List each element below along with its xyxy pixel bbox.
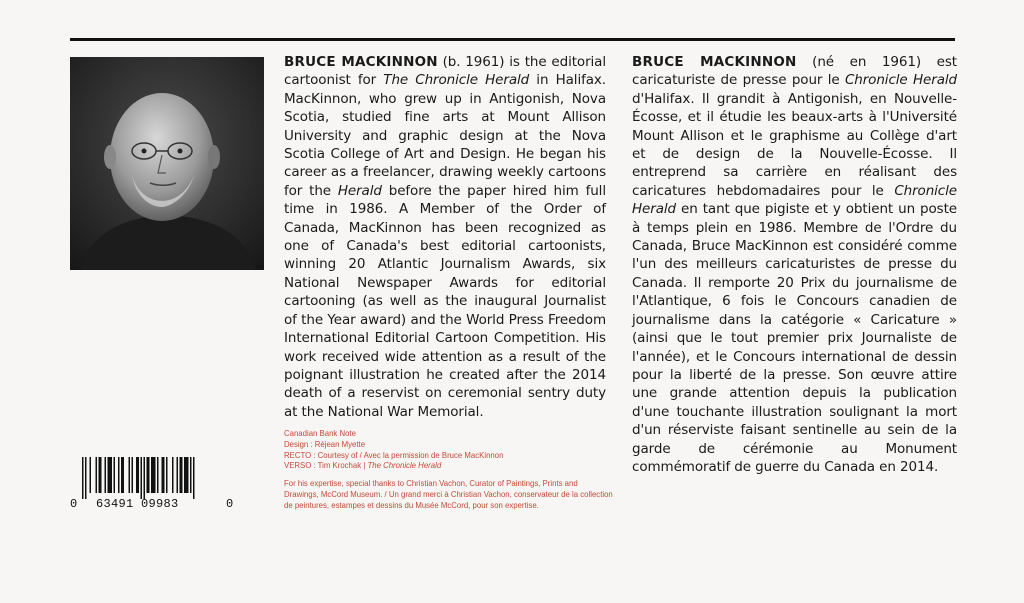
credit-design: Design : Réjean Myette (284, 439, 366, 449)
credit-printer: Canadian Bank Note (284, 429, 356, 438)
barcode-bar (172, 457, 174, 493)
credit-recto: RECTO : Courtesy of / Avec la permission de Bruce MacKinnon (284, 450, 504, 460)
english-text-2: in Halifax. MacKinnon, who grew up in Antigonish, Nova Scotia, studied fine arts at Mount Allison University and graphic design at the Nova Scotia College of Art and Design. He began his career as a freelancer, drawing weekly cartoons for the (284, 72, 606, 199)
english-herald: Herald (337, 182, 382, 199)
barcode-bar (121, 457, 124, 493)
credit-thanks: For his expertise, special thanks to Christian Vachon, Curator of Paintings, Prints and Drawings, McCord Museum. / Un grand merci à Christian Vachon, conservateur de la collection de peintures, estampes et dessins du Musée McCord, pour son expertise. (284, 479, 613, 510)
english-paper-title: The Chronicle Herald (383, 72, 530, 89)
french-paper-title: Chronicle Herald (844, 72, 957, 89)
barcode-bar (114, 457, 116, 493)
credit-verso-paper: The Chronicle Herald (367, 461, 442, 471)
french-biography (632, 53, 957, 476)
french-name: BRUCE MACKINNON (632, 54, 797, 70)
barcode-bar (193, 457, 195, 499)
credit-verso (284, 461, 614, 472)
barcode-bar (141, 457, 143, 499)
credits-block (284, 429, 614, 512)
barcode-bar (105, 457, 107, 493)
english-text-1: (b. 1961) is the editorial cartoonist for (284, 54, 606, 89)
barcode-left-digit: 0 (70, 497, 78, 511)
barcode-bar (162, 457, 165, 493)
french-text-3: en tant que pigiste et y obtient un poste à temps plein en 1986. Membre de l'Ordre du Canada, Bruce MacKinnon est considéré comme l'un des meilleurs caricaturistes de presse du Canada. Il remporte 20 Prix du journalisme de l'Atlantique, 6 fois le Concours canadien de journalisme dans la catégorie « Caricature » (ainsi que le tout premier prix Journaliste de l'année), et le Concours international de dessin pour la liberté de la presse. Son œuvre attire une grande attention depuis la publication d'une touchante illustration soulignant la mort d'un réserviste faisant sentinelle au sein de la garde de cérémonie au Monument commémoratif de guerre du Canada en 2014. (632, 201, 957, 475)
portrait-photo (70, 57, 264, 270)
barcode-bar (90, 457, 92, 493)
barcode-bar (157, 457, 159, 493)
french-text-1: (né en 1961) est caricaturiste de presse pour le (632, 54, 957, 89)
barcode-bar (85, 457, 87, 499)
top-rule (70, 38, 955, 41)
barcode-bar (129, 457, 131, 493)
barcode-bar (118, 457, 120, 493)
barcode-bar (166, 457, 168, 493)
barcode-bar (82, 457, 84, 499)
english-paragraph (284, 53, 606, 421)
barcode-bar (96, 457, 98, 493)
barcode-bars (70, 457, 236, 499)
barcode-bar (190, 457, 192, 493)
barcode-bar (99, 457, 102, 493)
barcode-bar (147, 457, 150, 493)
barcode-bar (132, 457, 134, 493)
barcode-right-digit: 0 (226, 497, 234, 511)
barcode-middle-digits: 63491 09983 (96, 497, 179, 511)
barcode-bar (108, 457, 113, 493)
english-text-3: before the paper hired him full time in 1986. A Member of the Order of Canada, MacKinnon has been recognized as one of Canada's best editorial cartoonists, winning 20 Atlantic Journalism Awards, six National Newspaper Awards for editorial cartooning (as well as the inaugural Journalist of the Year award) and the World Press Freedom International Editorial Cartoon Competition. His work received wide attention as a result of the poignant illustration he created after the 2014 death of a reservist on ceremonial sentry duty at the National War Memorial. (284, 182, 606, 420)
barcode-bar (177, 457, 179, 493)
barcode-bar (136, 457, 139, 493)
barcode-bar (144, 457, 146, 499)
english-biography (284, 53, 606, 421)
english-name: BRUCE MACKINNON (284, 54, 438, 70)
barcode (70, 457, 236, 519)
barcode-bar (184, 457, 189, 493)
credit-verso-prefix: VERSO : Tim Krochak | (284, 461, 368, 471)
french-paragraph (632, 53, 957, 476)
barcode-bar (180, 457, 183, 493)
french-herald: Chronicle Herald (632, 182, 957, 218)
french-text-2: d'Halifax. Il grandit à Antigonish, en Nouvelle-Écosse, et il étudie les beaux-arts à l'Université Mount Allison et le graphisme au Collège d'art et de design de la Nouvelle-Écosse. Il entreprend sa carrière en réalisant des caricatures hebdomadaires pour le (632, 90, 957, 199)
barcode-bar (151, 457, 156, 493)
